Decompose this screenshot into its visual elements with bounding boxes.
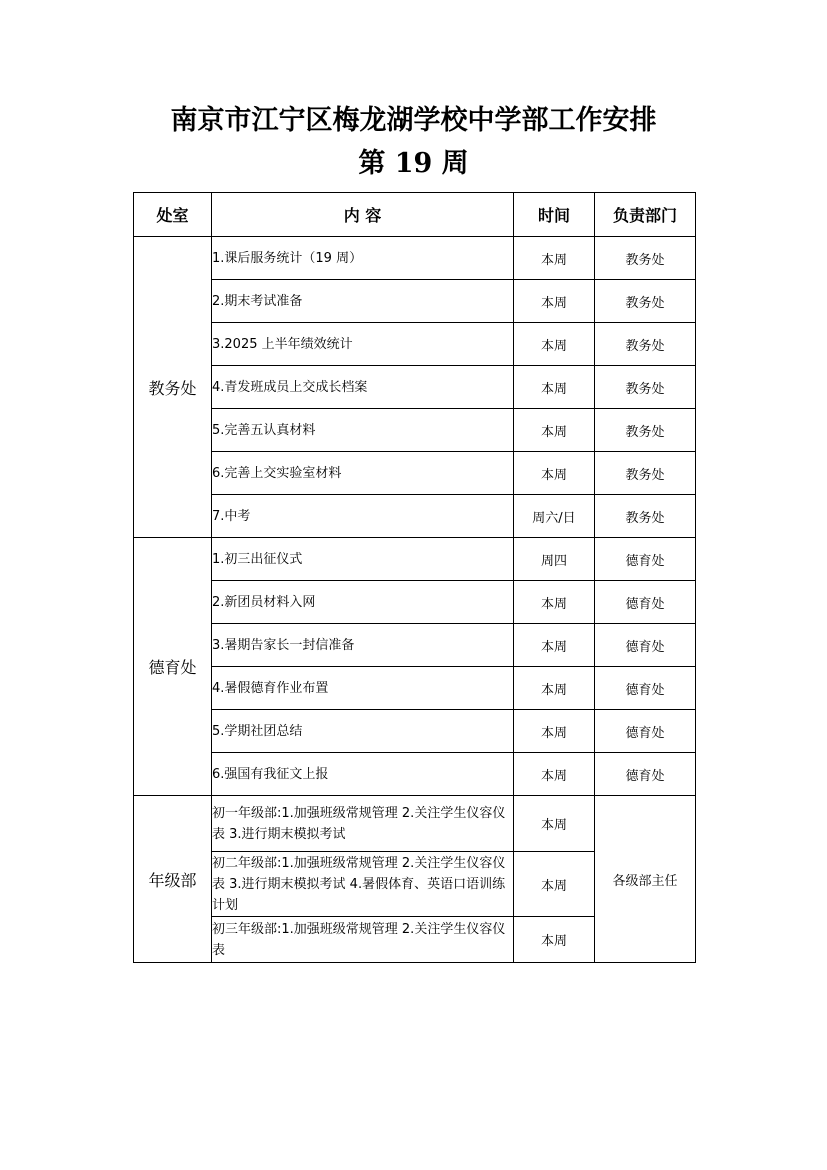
office-cell-academic: 教务处 xyxy=(134,237,212,538)
table-row xyxy=(134,667,696,710)
time-cell: 本周 xyxy=(514,917,595,963)
table-row xyxy=(134,753,696,796)
page-title: 南京市江宁区梅龙湖学校中学部工作安排 xyxy=(170,105,657,136)
time-cell: 本周 xyxy=(514,710,595,753)
content-cell: 2.期末考试准备 xyxy=(212,280,514,323)
content-cell: 5.完善五认真材料 xyxy=(212,409,514,452)
time-cell: 本周 xyxy=(514,409,595,452)
content-cell: 3.暑期告家长一封信准备 xyxy=(212,624,514,667)
table-row xyxy=(134,624,696,667)
header-responsible: 负责部门 xyxy=(595,193,696,237)
time-cell: 本周 xyxy=(514,796,595,852)
time-cell: 本周 xyxy=(514,753,595,796)
header-content: 内 容 xyxy=(212,193,514,237)
responsible-cell: 教务处 xyxy=(595,237,696,280)
content-cell: 6.强国有我征文上报 xyxy=(212,753,514,796)
table-row xyxy=(134,538,696,581)
time-cell: 本周 xyxy=(514,280,595,323)
time-cell: 本周 xyxy=(514,624,595,667)
content-cell: 3.2025 上半年绩效统计 xyxy=(212,323,514,366)
responsible-cell: 德育处 xyxy=(595,538,696,581)
content-cell: 1.课后服务统计（19 周） xyxy=(212,237,514,280)
responsible-cell: 德育处 xyxy=(595,753,696,796)
header-row xyxy=(134,193,696,237)
table-row xyxy=(134,323,696,366)
content-cell: 6.完善上交实验室材料 xyxy=(212,452,514,495)
header-office: 处室 xyxy=(134,193,212,237)
responsible-cell-grade: 各级部主任 xyxy=(595,796,696,963)
responsible-cell: 教务处 xyxy=(595,323,696,366)
content-cell: 初三年级部:1.加强班级常规管理 2.关注学生仪容仪表 xyxy=(212,917,514,963)
time-cell: 周六/日 xyxy=(514,495,595,538)
table-row xyxy=(134,796,696,852)
responsible-cell: 德育处 xyxy=(595,710,696,753)
office-cell-grade: 年级部 xyxy=(134,796,212,963)
content-cell: 4.暑假德育作业布置 xyxy=(212,667,514,710)
table-row xyxy=(134,581,696,624)
table-row xyxy=(134,366,696,409)
office-cell-moral: 德育处 xyxy=(134,538,212,796)
time-cell: 本周 xyxy=(514,237,595,280)
content-cell: 1.初三出征仪式 xyxy=(212,538,514,581)
time-cell: 本周 xyxy=(514,852,595,917)
schedule-table xyxy=(133,192,696,963)
responsible-cell: 德育处 xyxy=(595,581,696,624)
table-row xyxy=(134,452,696,495)
table-row xyxy=(134,409,696,452)
responsible-cell: 教务处 xyxy=(595,366,696,409)
content-cell: 7.中考 xyxy=(212,495,514,538)
table-row xyxy=(134,495,696,538)
responsible-cell: 教务处 xyxy=(595,495,696,538)
time-cell: 本周 xyxy=(514,323,595,366)
responsible-cell: 教务处 xyxy=(595,409,696,452)
time-cell: 本周 xyxy=(514,667,595,710)
time-cell: 周四 xyxy=(514,538,595,581)
time-cell: 本周 xyxy=(514,581,595,624)
responsible-cell: 德育处 xyxy=(595,624,696,667)
content-cell: 2.新团员材料入网 xyxy=(212,581,514,624)
content-cell: 初一年级部:1.加强班级常规管理 2.关注学生仪容仪表 3.进行期末模拟考试 xyxy=(212,796,514,852)
week-subtitle: 第 19 周 xyxy=(358,148,469,179)
time-cell: 本周 xyxy=(514,452,595,495)
table-row xyxy=(134,710,696,753)
header-time: 时间 xyxy=(514,193,595,237)
responsible-cell: 德育处 xyxy=(595,667,696,710)
table-row xyxy=(134,237,696,280)
responsible-cell: 教务处 xyxy=(595,280,696,323)
content-cell: 初二年级部:1.加强班级常规管理 2.关注学生仪容仪表 3.进行期末模拟考试 4.暑假体育、英语口语训练计划 xyxy=(212,852,514,917)
content-cell: 5.学期社团总结 xyxy=(212,710,514,753)
time-cell: 本周 xyxy=(514,366,595,409)
table-row xyxy=(134,280,696,323)
content-cell: 4.青发班成员上交成长档案 xyxy=(212,366,514,409)
responsible-cell: 教务处 xyxy=(595,452,696,495)
